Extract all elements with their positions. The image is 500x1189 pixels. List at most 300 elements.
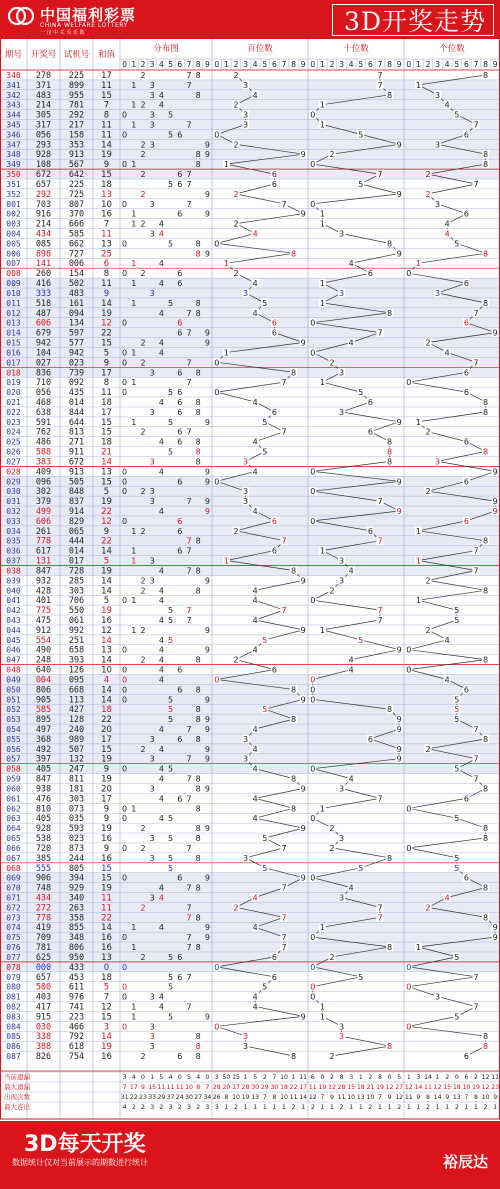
trial-cell: 837 bbox=[68, 497, 85, 508]
stat-value: 10 bbox=[481, 1094, 490, 1101]
stat-value: 1 bbox=[387, 1104, 392, 1111]
distribution-mark: 1 bbox=[131, 209, 137, 219]
trend-point: 7 bbox=[377, 497, 383, 507]
stat-value: 2 bbox=[483, 1104, 488, 1111]
stat-value: 2 bbox=[196, 1104, 201, 1111]
distribution-mark: 5 bbox=[168, 239, 174, 249]
trial-cell: 739 bbox=[68, 368, 85, 379]
stat-value: 11 bbox=[337, 1094, 346, 1101]
issue-cell: 340 bbox=[6, 70, 21, 80]
draw-cell: 538 bbox=[35, 834, 52, 845]
distribution-mark: 3 bbox=[149, 80, 155, 90]
digit-header: 8 bbox=[483, 60, 488, 69]
distribution-mark: 0 bbox=[122, 645, 128, 655]
trend-point: 0 bbox=[406, 645, 412, 655]
trend-point: 1 bbox=[319, 279, 325, 289]
draw-cell: 030 bbox=[35, 1022, 52, 1033]
trial-cell: 348 bbox=[68, 933, 85, 944]
distribution-mark: 8 bbox=[195, 298, 201, 308]
distribution-mark: 1 bbox=[131, 378, 137, 388]
stat-value: 9 bbox=[141, 1084, 145, 1091]
distribution-mark: 3 bbox=[149, 734, 155, 744]
stat-value: 4 bbox=[122, 1104, 127, 1111]
stat-value: 7 bbox=[320, 1094, 325, 1101]
distribution-mark: 2 bbox=[140, 338, 146, 348]
trend-point: 7 bbox=[281, 843, 287, 853]
trend-point: 7 bbox=[473, 358, 479, 368]
trend-point: 6 bbox=[271, 328, 277, 338]
trial-cell: 435 bbox=[68, 388, 85, 399]
trend-point: 0 bbox=[310, 110, 316, 120]
digit-header: 9 bbox=[492, 60, 498, 69]
stat-value: 8 bbox=[378, 1074, 382, 1081]
distribution-mark: 8 bbox=[195, 734, 201, 744]
distribution-mark: 4 bbox=[158, 616, 164, 626]
stat-value: 1 bbox=[474, 1104, 478, 1111]
distribution-mark: 8 bbox=[195, 705, 201, 715]
trend-point: 4 bbox=[444, 348, 450, 358]
distribution-mark: 4 bbox=[158, 596, 164, 606]
trend-point: 0 bbox=[310, 467, 316, 477]
distribution-mark: 0 bbox=[122, 160, 128, 170]
trial-cell: 929 bbox=[68, 883, 85, 894]
trial-cell: 550 bbox=[68, 606, 85, 617]
trend-point: 3 bbox=[435, 199, 441, 209]
sum-cell: 11 bbox=[101, 903, 112, 914]
distribution-mark: 5 bbox=[168, 1012, 174, 1022]
draw-cell: 434 bbox=[35, 893, 52, 904]
sum-cell: 19 bbox=[101, 824, 112, 835]
draw-cell: 490 bbox=[35, 645, 52, 656]
issue-cell: 006 bbox=[6, 249, 21, 259]
trend-point: 1 bbox=[319, 546, 325, 556]
trial-cell: 942 bbox=[68, 348, 85, 359]
draw-cell: 775 bbox=[35, 606, 52, 617]
distribution-mark: 9 bbox=[204, 645, 210, 655]
sum-cell: 25 bbox=[101, 249, 112, 260]
distribution-mark: 7 bbox=[186, 378, 192, 388]
draw-cell: 625 bbox=[35, 952, 52, 963]
distribution-mark: 3 bbox=[149, 199, 155, 209]
issue-cell: 057 bbox=[6, 754, 21, 764]
distribution-mark: 8 bbox=[195, 447, 201, 457]
draw-cell: 928 bbox=[35, 150, 52, 161]
trial-cell: 813 bbox=[68, 427, 85, 438]
issue-cell: 004 bbox=[6, 229, 21, 239]
sum-cell: 19 bbox=[101, 1042, 112, 1053]
distribution-mark: 0 bbox=[122, 873, 128, 883]
distribution-mark: 4 bbox=[158, 883, 164, 893]
page-title: 3D开奖走势 bbox=[344, 7, 486, 36]
trend-point: 8 bbox=[483, 397, 489, 407]
digit-header: 0 bbox=[406, 60, 412, 69]
distribution-mark: 4 bbox=[158, 774, 164, 784]
trend-point: 7 bbox=[281, 883, 287, 893]
distribution-mark: 9 bbox=[204, 338, 210, 348]
draw-cell: 781 bbox=[35, 943, 52, 954]
distribution-mark: 5 bbox=[168, 110, 174, 120]
sum-cell: 17 bbox=[101, 734, 112, 745]
distribution-mark: 5 bbox=[168, 616, 174, 626]
trend-point: 0 bbox=[214, 239, 220, 249]
draw-cell: 555 bbox=[35, 863, 52, 874]
draw-cell: 826 bbox=[35, 1052, 52, 1063]
trial-cell: 393 bbox=[68, 655, 85, 666]
issue-cell: 060 bbox=[6, 784, 21, 794]
draw-cell: 027 bbox=[35, 358, 52, 369]
trend-point: 3 bbox=[243, 853, 249, 863]
trend-point: 9 bbox=[492, 497, 498, 507]
trend-point: 4 bbox=[348, 655, 354, 665]
distribution-mark: 8 bbox=[195, 160, 201, 170]
sum-cell: 21 bbox=[101, 447, 112, 458]
trend-point: 4 bbox=[348, 883, 354, 893]
draw-cell: 333 bbox=[35, 288, 52, 299]
trend-point: 8 bbox=[483, 734, 489, 744]
trial-cell: 811 bbox=[68, 774, 85, 785]
issue-cell: 065 bbox=[6, 834, 21, 844]
distribution-mark: 6 bbox=[177, 328, 183, 338]
trend-point: 8 bbox=[291, 249, 297, 259]
issue-cell: 036 bbox=[6, 546, 21, 556]
stat-value: 2 bbox=[368, 1074, 373, 1081]
trend-point: 8 bbox=[291, 685, 297, 695]
stat-value: 14 bbox=[424, 1074, 432, 1081]
trend-point: 4 bbox=[444, 635, 450, 645]
distribution-mark: 6 bbox=[177, 368, 183, 378]
trend-point: 3 bbox=[243, 457, 249, 467]
sum-cell: 12 bbox=[101, 1002, 112, 1013]
stat-value: 8 bbox=[474, 1094, 478, 1101]
trend-point: 1 bbox=[415, 80, 421, 90]
draw-cell: 131 bbox=[35, 556, 52, 567]
trend-point: 5 bbox=[454, 616, 460, 626]
stat-value: 0 bbox=[454, 1074, 459, 1081]
stat-value: 27 bbox=[395, 1084, 404, 1091]
trend-point: 1 bbox=[415, 596, 421, 606]
distribution-mark: 8 bbox=[195, 853, 201, 863]
sum-cell: 15 bbox=[101, 1012, 112, 1023]
trial-cell: 848 bbox=[68, 487, 85, 498]
issue-cell: 072 bbox=[6, 903, 21, 913]
distribution-mark: 8 bbox=[195, 774, 201, 784]
trend-point: 9 bbox=[492, 933, 498, 943]
stat-value: 28 bbox=[212, 1084, 221, 1091]
trial-cell: 913 bbox=[68, 467, 85, 478]
trend-point: 8 bbox=[483, 70, 489, 80]
draw-cell: 292 bbox=[35, 189, 52, 200]
distribution-mark: 9 bbox=[204, 150, 210, 160]
distribution-mark: 4 bbox=[158, 725, 164, 735]
distribution-mark: 2 bbox=[140, 903, 146, 913]
trial-cell: 303 bbox=[68, 586, 85, 597]
digit-header: 1 bbox=[416, 60, 421, 69]
trend-point: 9 bbox=[396, 744, 402, 754]
issue-cell: 080 bbox=[6, 982, 21, 992]
trend-point: 0 bbox=[214, 358, 220, 368]
trial-cell: 217 bbox=[68, 120, 85, 131]
trial-cell: 285 bbox=[68, 576, 85, 587]
sum-cell: 20 bbox=[101, 784, 112, 795]
distribution-mark: 9 bbox=[204, 933, 210, 943]
trend-point: 4 bbox=[444, 229, 450, 239]
trend-point: 6 bbox=[463, 318, 469, 328]
issue-cell: 028 bbox=[6, 467, 21, 477]
distribution-mark: 6 bbox=[177, 952, 183, 962]
trend-point: 2 bbox=[329, 586, 335, 596]
trend-point: 2 bbox=[329, 150, 335, 160]
distribution-mark: 3 bbox=[149, 1022, 155, 1032]
trend-point: 8 bbox=[483, 160, 489, 170]
trend-point: 2 bbox=[233, 903, 239, 913]
stat-value: 0 bbox=[387, 1074, 392, 1081]
distribution-mark: 0 bbox=[122, 685, 128, 695]
stat-value: 11 bbox=[404, 1094, 413, 1101]
draw-cell: 492 bbox=[35, 744, 52, 755]
trend-point: 8 bbox=[483, 586, 489, 596]
stat-value: 3 bbox=[187, 1104, 191, 1111]
distribution-mark: 4 bbox=[158, 992, 164, 1002]
trial-cell: 223 bbox=[68, 1012, 85, 1023]
trend-point: 7 bbox=[281, 606, 287, 616]
distribution-mark: 0 bbox=[122, 487, 128, 497]
stat-value: 1 bbox=[358, 1074, 363, 1081]
stat-value: 1 bbox=[243, 1104, 248, 1111]
sum-cell: 7 bbox=[103, 219, 110, 230]
trend-point: 0 bbox=[406, 804, 412, 814]
issue-cell: 349 bbox=[6, 160, 21, 170]
trend-point: 1 bbox=[223, 160, 229, 170]
sum-cell: 14 bbox=[101, 298, 112, 309]
distribution-mark: 6 bbox=[177, 179, 183, 189]
draw-cell: 640 bbox=[35, 665, 52, 676]
sum-cell: 13 bbox=[101, 952, 112, 963]
trend-point: 0 bbox=[310, 318, 316, 328]
draw-cell: 085 bbox=[35, 239, 52, 250]
distribution-mark: 4 bbox=[158, 814, 164, 824]
sum-cell: 3 bbox=[103, 1022, 110, 1033]
issue-cell: 055 bbox=[6, 734, 21, 744]
distribution-mark: 9 bbox=[204, 209, 210, 219]
digit-header: 5 bbox=[454, 60, 460, 69]
stat-value: 15 bbox=[148, 1084, 157, 1091]
draw-cell: 483 bbox=[35, 90, 52, 101]
issue-cell: 035 bbox=[6, 536, 21, 546]
distribution-mark: 6 bbox=[177, 388, 183, 398]
draw-cell: 836 bbox=[35, 368, 52, 379]
trial-cell: 989 bbox=[68, 734, 85, 745]
trend-point: 8 bbox=[387, 943, 393, 953]
draw-cell: 388 bbox=[35, 1042, 52, 1053]
stat-value: 1 bbox=[282, 1104, 286, 1111]
stat-value: 3 bbox=[122, 1074, 127, 1081]
trend-point: 6 bbox=[271, 516, 277, 526]
stat-value: 11 bbox=[157, 1084, 166, 1091]
draw-cell: 419 bbox=[35, 923, 52, 934]
trial-cell: 006 bbox=[68, 259, 85, 270]
sum-cell: 15 bbox=[101, 417, 112, 428]
stat-value: 1 bbox=[349, 1104, 354, 1111]
trial-cell: 658 bbox=[68, 645, 85, 656]
stat-value: 19 bbox=[318, 1084, 327, 1091]
trial-cell: 244 bbox=[68, 853, 85, 864]
trend-point: 0 bbox=[406, 962, 412, 972]
sum-cell: 16 bbox=[101, 616, 112, 627]
distribution-mark: 8 bbox=[195, 834, 201, 844]
trial-cell: 427 bbox=[68, 705, 85, 716]
trial-cell: 023 bbox=[68, 834, 85, 845]
distribution-mark: 0 bbox=[122, 665, 128, 675]
sum-cell: 5 bbox=[103, 982, 110, 993]
stat-value: 2 bbox=[262, 1074, 267, 1081]
issue-cell: 034 bbox=[6, 526, 21, 536]
stat-label: 出现次数 bbox=[4, 1093, 30, 1101]
distribution-mark: 0 bbox=[122, 477, 128, 487]
distribution-mark: 4 bbox=[158, 348, 164, 358]
stat-value: 8 bbox=[196, 1084, 201, 1091]
issue-cell: 069 bbox=[6, 873, 21, 883]
stat-value: 0 bbox=[205, 1074, 210, 1081]
issue-cell: 079 bbox=[6, 972, 21, 982]
sum-cell: 18 bbox=[101, 179, 112, 190]
stat-value: 2 bbox=[397, 1104, 402, 1111]
issue-cell: 012 bbox=[6, 308, 21, 318]
trend-point: 8 bbox=[483, 249, 489, 259]
trend-point: 0 bbox=[310, 992, 316, 1002]
stat-value: 10 bbox=[347, 1094, 356, 1101]
panel-header-ones: 个位数 bbox=[439, 44, 465, 54]
distribution-mark: 2 bbox=[140, 219, 146, 229]
trend-point: 5 bbox=[454, 695, 460, 705]
stat-value: 5 bbox=[253, 1074, 258, 1081]
trial-cell: 899 bbox=[68, 80, 85, 91]
draw-cell: 591 bbox=[35, 417, 52, 428]
distribution-mark: 5 bbox=[168, 130, 174, 140]
distribution-mark: 2 bbox=[140, 100, 146, 110]
sum-cell: 5 bbox=[103, 556, 110, 567]
sum-cell: 14 bbox=[101, 685, 112, 696]
trend-point: 1 bbox=[415, 259, 421, 269]
stat-value: 6 bbox=[464, 1074, 469, 1081]
trial-cell: 950 bbox=[68, 952, 85, 963]
stat-value: 1 bbox=[378, 1104, 382, 1111]
stat-value: 1 bbox=[330, 1104, 334, 1111]
issue-cell: 082 bbox=[6, 1002, 21, 1012]
distribution-mark: 3 bbox=[149, 229, 155, 239]
sum-cell: 15 bbox=[101, 744, 112, 755]
sum-cell: 16 bbox=[101, 834, 112, 845]
brand-name: 中国福利彩票 bbox=[40, 6, 137, 24]
distribution-mark: 2 bbox=[140, 189, 146, 199]
trend-point: 4 bbox=[252, 1002, 258, 1012]
trend-point: 7 bbox=[473, 546, 479, 556]
issue-cell: 042 bbox=[6, 606, 21, 616]
trial-cell: 358 bbox=[68, 913, 85, 924]
stat-value: 2 bbox=[131, 1104, 136, 1111]
stat-value: 22 bbox=[289, 1084, 298, 1091]
issue-cell: 054 bbox=[6, 725, 21, 735]
stat-value: 30 bbox=[251, 1084, 260, 1091]
distribution-mark: 9 bbox=[204, 477, 210, 487]
stat-value: 33 bbox=[148, 1094, 157, 1101]
stat-value: 2 bbox=[234, 1104, 238, 1111]
distribution-mark: 5 bbox=[168, 853, 174, 863]
issue-cell: 025 bbox=[6, 437, 21, 447]
distribution-mark: 1 bbox=[131, 298, 137, 308]
trial-cell: 955 bbox=[68, 90, 85, 101]
trend-point: 2 bbox=[233, 70, 239, 80]
stat-value: 19 bbox=[472, 1084, 480, 1091]
stat-value: 11 bbox=[289, 1094, 298, 1101]
distribution-mark: 8 bbox=[195, 784, 201, 794]
trend-point: 7 bbox=[473, 972, 479, 982]
trend-point: 3 bbox=[243, 80, 249, 90]
draw-cell: 606 bbox=[35, 318, 52, 329]
stat-value: 1 bbox=[224, 1104, 229, 1111]
stat-value: 2 bbox=[141, 1104, 145, 1111]
draw-cell: 317 bbox=[35, 120, 52, 131]
issue-cell: 023 bbox=[6, 417, 21, 427]
digit-header: 0 bbox=[214, 60, 220, 69]
sum-cell: 7 bbox=[103, 100, 110, 111]
trial-cell: 353 bbox=[68, 140, 85, 151]
stat-value: 8 bbox=[339, 1074, 344, 1081]
distribution-mark: 0 bbox=[122, 516, 128, 526]
draw-cell: 679 bbox=[35, 328, 52, 339]
trend-point: 3 bbox=[435, 90, 441, 100]
distribution-mark: 8 bbox=[195, 308, 201, 318]
trial-cell: 728 bbox=[68, 566, 85, 577]
issue-cell: 345 bbox=[6, 120, 21, 130]
distribution-mark: 5 bbox=[168, 972, 174, 982]
trial-cell: 992 bbox=[68, 625, 85, 636]
issue-cell: 070 bbox=[6, 883, 21, 893]
distribution-mark: 3 bbox=[149, 90, 155, 100]
distribution-mark: 6 bbox=[177, 1052, 183, 1062]
digit-header: 1 bbox=[224, 60, 229, 69]
trend-point: 7 bbox=[473, 566, 479, 576]
distribution-mark: 5 bbox=[168, 635, 174, 645]
trend-point: 1 bbox=[223, 556, 229, 566]
distribution-mark: 0 bbox=[122, 764, 128, 774]
distribution-mark: 1 bbox=[131, 219, 137, 229]
trend-point: 5 bbox=[358, 179, 364, 189]
distribution-mark: 4 bbox=[158, 338, 164, 348]
issue-cell: 044 bbox=[6, 625, 21, 635]
trial-cell: 855 bbox=[68, 923, 85, 934]
draw-cell: 293 bbox=[35, 140, 52, 151]
stat-value: 5 bbox=[397, 1074, 402, 1081]
trend-point: 4 bbox=[444, 893, 450, 903]
trend-point: 4 bbox=[348, 665, 354, 675]
trend-point: 7 bbox=[473, 754, 479, 764]
trend-point: 3 bbox=[243, 487, 249, 497]
distribution-mark: 0 bbox=[122, 596, 128, 606]
trial-cell: 263 bbox=[68, 903, 85, 914]
trend-point: 4 bbox=[348, 259, 354, 269]
draw-cell: 554 bbox=[35, 635, 52, 646]
distribution-mark: 4 bbox=[158, 794, 164, 804]
footer-banner bbox=[0, 1121, 500, 1189]
issue-cell: 350 bbox=[6, 170, 21, 180]
draw-cell: 518 bbox=[35, 298, 52, 309]
sum-cell: 11 bbox=[101, 80, 112, 91]
draw-cell: 272 bbox=[35, 903, 52, 914]
stat-value: 3 bbox=[150, 1104, 155, 1111]
stat-value: 2 bbox=[426, 1104, 430, 1111]
stat-value: 29 bbox=[260, 1084, 269, 1091]
distribution-mark: 0 bbox=[122, 269, 128, 279]
